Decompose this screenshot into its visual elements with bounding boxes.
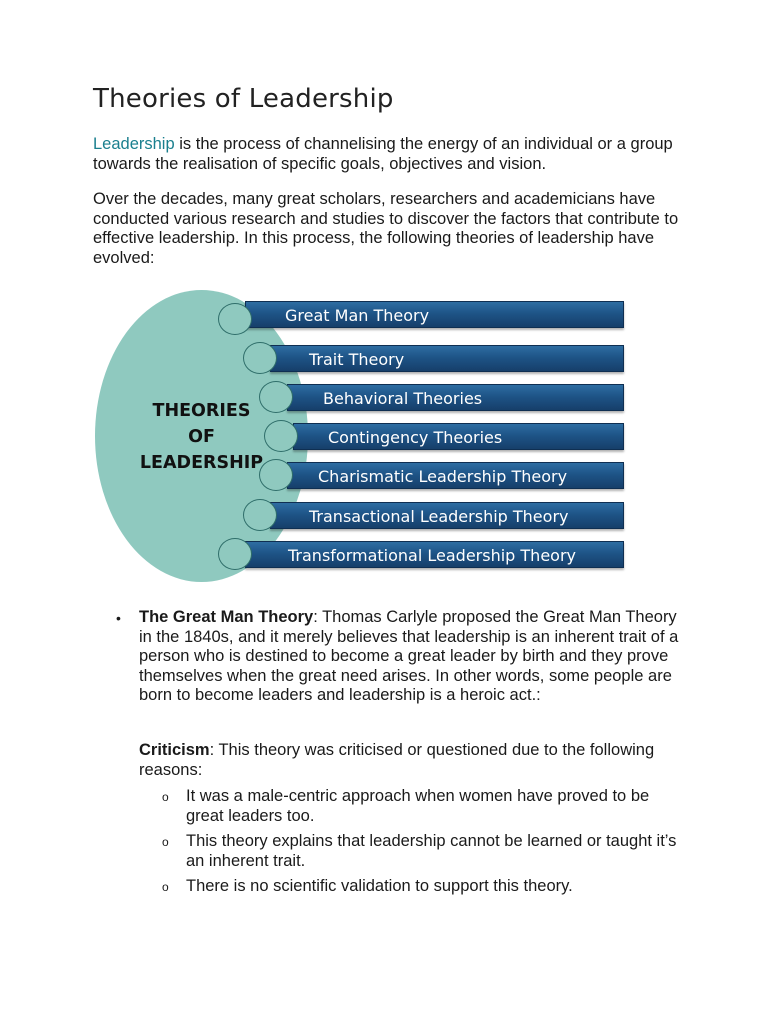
theory-label: Transactional Leadership Theory: [309, 507, 569, 526]
great-man-heading: The Great Man Theory: [139, 608, 314, 626]
diagram-node: [243, 342, 277, 374]
diagram-node: [218, 303, 252, 335]
theory-bar-transactional: [270, 502, 624, 529]
theory-label: Behavioral Theories: [323, 389, 483, 408]
theory-bar-great-man: [245, 301, 624, 328]
page-title: Theories of Leadership: [93, 84, 394, 114]
theory-bar-transformational: [245, 541, 624, 568]
diagram-center-label: [95, 398, 308, 476]
criticism-item-text: There is no scientific validation to support this theory.: [186, 877, 573, 895]
criticism-item-text: This theory explains that leadership cannot be learned or taught it’s an inherent trait.: [186, 832, 677, 870]
theory-bar-behavioral: [287, 384, 624, 411]
theory-bar-charismatic: [287, 462, 624, 489]
criticism-label: Criticism: [139, 741, 210, 759]
bullet-marker: •: [116, 610, 121, 626]
evolution-paragraph: Over the decades, many great scholars, researchers and academicians have conducted various research and studies to discover the factors that contribute to effective leadership. In this process, the following theories of leadership have evolved:: [93, 190, 679, 267]
center-line: OF: [188, 427, 215, 447]
criticism-item-text: It was a male-centric approach when women have proved to be great leaders too.: [186, 787, 650, 825]
diagram-node: [243, 499, 277, 531]
intro-text: is the process of channelising the energy of an individual or a group towards the realisation of specific goals, objectives and vision.: [93, 135, 673, 173]
criticism-text: : This theory was criticised or questioned due to the following reasons:: [139, 741, 655, 779]
criticism-paragraph: [139, 741, 679, 780]
diagram-node: [218, 538, 252, 570]
theories-diagram: [95, 290, 630, 585]
theory-label: Charismatic Leadership Theory: [318, 467, 568, 486]
intro-paragraph: [93, 135, 693, 174]
great-man-paragraph: [139, 608, 684, 706]
sub-bullet-marker: o: [162, 835, 169, 849]
theory-bar-trait: [270, 345, 624, 372]
sub-bullet-marker: o: [162, 880, 169, 894]
great-man-text: : Thomas Carlyle proposed the Great Man Theory in the 1840s, and it merely believes that leadership is an inherent trait of a person who is destined to become a great leader by birth and they prove themselves when the great need arises. In other words, some people are born to become leaders and leadership is a heroic act.:: [139, 608, 679, 704]
center-line: LEADERSHIP: [139, 453, 264, 473]
theory-bar-contingency: [293, 423, 624, 450]
theory-label: Contingency Theories: [328, 428, 503, 447]
center-line: THEORIES: [152, 401, 251, 421]
theory-label: Trait Theory: [309, 350, 405, 369]
theory-label: Great Man Theory: [285, 306, 430, 325]
sub-bullet-marker: o: [162, 790, 169, 804]
theory-label: Transformational Leadership Theory: [288, 546, 576, 565]
leadership-link[interactable]: Leadership: [93, 135, 175, 153]
